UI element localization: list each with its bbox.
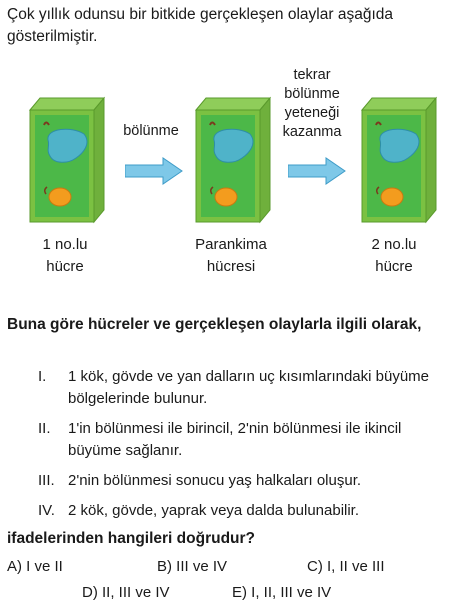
plant-cell-icon [30,98,104,222]
plant-cell-icon [362,98,436,222]
cell-1-illustration [24,94,106,226]
intro-text: Çok yıllık odunsu bir bitkide gerçekleşen olaylar aşağıda gösterilmiştir. [7,6,393,45]
cell-1-label: 1 no.lu hücre [42,236,88,275]
cell-3-illustration [356,94,438,226]
cell-diagram [0,62,452,282]
statement-list [38,366,448,530]
option-c[interactable]: C) I, II ve III [307,558,385,575]
statement-item: II. 1'in bölünmesi ile birincil, 2'nin bölünmesi ile ikincil büyüme sağlanır. [38,420,402,459]
statement-item: IV. 2 kök, gövde, yaprak veya dalda bulunabilir. [38,502,360,519]
option-a[interactable]: A) I ve II [7,558,63,575]
statement-item: I. 1 kök, gövde ve yan dalların uç kısımlarındaki büyüme bölgelerinde bulunur. [38,368,430,407]
question-stem: Buna göre hücreler ve gerçekleşen olaylarla ilgili olarak, [7,316,422,333]
arrow-2-label: tekrar bölünme yeteneği kazanma [282,67,342,140]
option-d[interactable]: D) II, III ve IV [82,584,170,601]
arrow-1-label: bölünme [123,123,179,139]
right-arrow-icon [288,157,346,185]
right-arrow-icon [125,157,183,185]
option-b[interactable]: B) III ve IV [157,558,228,575]
option-e[interactable]: E) I, II, III ve IV [232,584,332,601]
question-prompt: ifadelerinden hangileri doğrudur? [7,530,256,547]
cell-3-label: 2 no.lu hücre [371,236,417,275]
statement-item: III. 2'nin bölünmesi sonucu yaş halkaları oluşur. [38,472,362,489]
cell-2-illustration [190,94,272,226]
cell-2-label: Parankima hücresi [195,236,267,275]
plant-cell-icon [196,98,270,222]
